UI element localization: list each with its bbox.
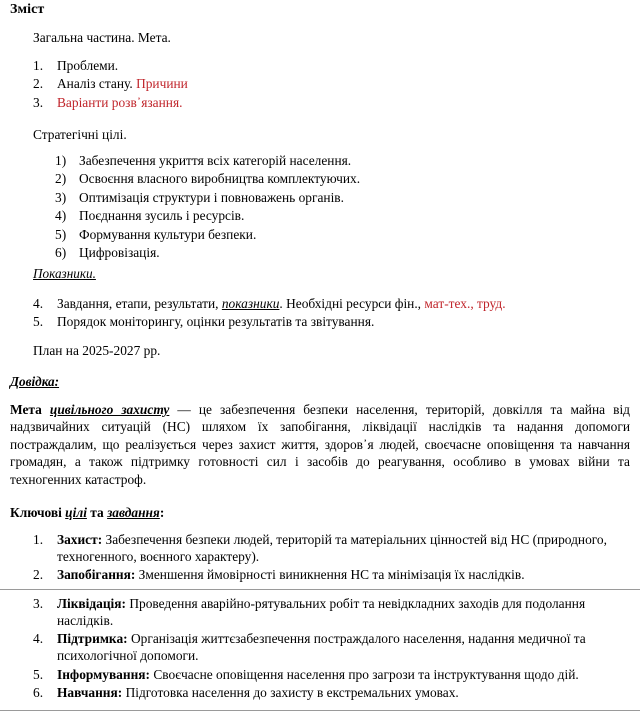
list-item [33,685,633,702]
list-marker: 3) [55,189,67,205]
list-item-text: Забезпечення укриття всіх категорій населення. [79,153,352,168]
key-goals-heading-w5: : [159,505,165,520]
list-marker: 3. [33,596,44,611]
list-item-text: Завдання, етапи, результати, [57,296,222,311]
list-item-label: Ліквідація: [57,596,126,611]
list-item [55,190,595,207]
key-goals-heading [10,506,164,519]
plan-line: План на 2025-2027 рр. [33,343,161,358]
list-item-text: Своєчасне оповіщення населення про загрози та інструктування щодо дій. [150,666,579,682]
list-item [33,631,633,665]
key-list-continued [33,596,633,703]
list-item-text: Формування культури безпеки. [79,226,257,242]
tasks-list [33,296,623,333]
list-item-label: Захист: [57,532,103,547]
list-item-text: Проблеми. [57,58,119,73]
goals-list [55,153,595,263]
list-item-red-text: Варіанти розв᾿язання. [57,94,183,110]
list-item-text: Підготовка населення до захисту в екстремальних умовах. [122,684,459,700]
goals-heading: Стратегічні цілі. [33,127,127,142]
list-item-red-text: Причини [136,76,188,92]
list-item-text: Порядок моніторингу, оцінки результатів та звітування. [57,314,375,330]
list-item [33,596,633,630]
list-item-label: Навчання: [57,684,123,700]
key-goals-heading-w2: цілі [65,505,87,520]
list-item [55,208,595,225]
top-list [33,58,593,113]
list-item-text: Оптимізація структури і повноважень органів. [79,189,344,205]
list-item-label: Підтримка: [57,631,128,647]
list-item [33,296,623,313]
list-marker: 1) [55,153,67,168]
list-item [33,667,633,684]
list-item-text: Цифровізація. [79,244,160,260]
section-divider-top [0,589,640,590]
list-marker: 2. [33,567,44,583]
list-item-text-cont: . Необхідні ресурси фін., [279,296,425,311]
list-item [33,95,593,112]
list-item-label: Інформування: [57,666,151,682]
list-item-text: Аналіз стану. [57,76,137,92]
reference-heading-text: Довідка: [10,374,60,389]
list-item [33,314,623,331]
list-marker: 4. [33,631,44,647]
list-item [55,153,595,170]
list-item-label: Запобігання: [57,567,136,583]
key-list [33,532,633,586]
reference-heading [10,375,59,388]
key-goals-heading-w3: та [86,505,108,520]
list-marker: 3. [33,94,44,110]
key-goals-heading-w1: Ключові [10,505,66,520]
key-goals-heading-w4: завдання [107,505,160,520]
list-marker: 6) [55,244,67,260]
list-item-red-text: мат-тех., труд. [424,296,506,311]
definition-term: цивільного захисту [49,402,170,417]
list-marker: 2) [55,171,67,187]
list-item [33,532,633,566]
list-item [33,567,633,584]
list-item-text: Зменшення ймовірності виникнення НС та мінімізація їх наслідків. [135,567,525,583]
list-item-text: Освоєння власного виробництва комплектуючих. [79,171,361,187]
list-item-text: Забезпечення безпеки людей, територій та матеріальних цінностей від НС (природного, техногенного, воєнного характеру). [57,532,607,564]
list-item [55,171,595,188]
list-item-text: Організація життєзабезпечення постраждалого населення, надання медичної та психологічної допомоги. [57,631,586,664]
list-item-text: Поєднання зусиль і ресурсів. [79,208,245,224]
list-item [33,58,593,75]
section-divider-bottom [0,710,640,711]
list-item [55,227,595,244]
list-marker: 1. [33,58,44,73]
list-marker: 5. [33,314,44,330]
list-marker: 2. [33,76,44,92]
definition-paragraph [10,401,630,488]
indicators-heading [33,267,96,280]
list-marker: 4) [55,208,67,224]
definition-body: — це забезпечення безпеки населення, територій, довкілля та майна від надзвичайних ситуацій (НС) шляхом їх запобігання, ліквідації наслідків та надання допомоги постраждалим, що реалізується через захист життя, здоров᾿я людей, своєчасне оповіщення та навчання громадян, а також підтримку готовності сил і засобів до реагування, особливо в умовах війни та техногенних катастроф. [10,402,630,487]
list-item-text: Проведення аварійно-рятувальних робіт та невідкладних заходів для подолання наслідків. [57,596,586,628]
list-marker: 5) [55,226,67,242]
list-marker: 6. [33,684,44,700]
intro-line: Загальна частина. Мета. [33,30,171,45]
list-marker: 1. [33,532,44,547]
definition-lead: Мета [10,402,50,417]
list-item-emphasis: показники [221,296,280,311]
list-item [55,245,595,262]
list-marker: 4. [33,296,44,311]
page-title: Зміст [10,2,45,17]
indicators-heading-text: Показники. [33,266,96,281]
list-item [33,76,593,93]
list-marker: 5. [33,666,44,682]
